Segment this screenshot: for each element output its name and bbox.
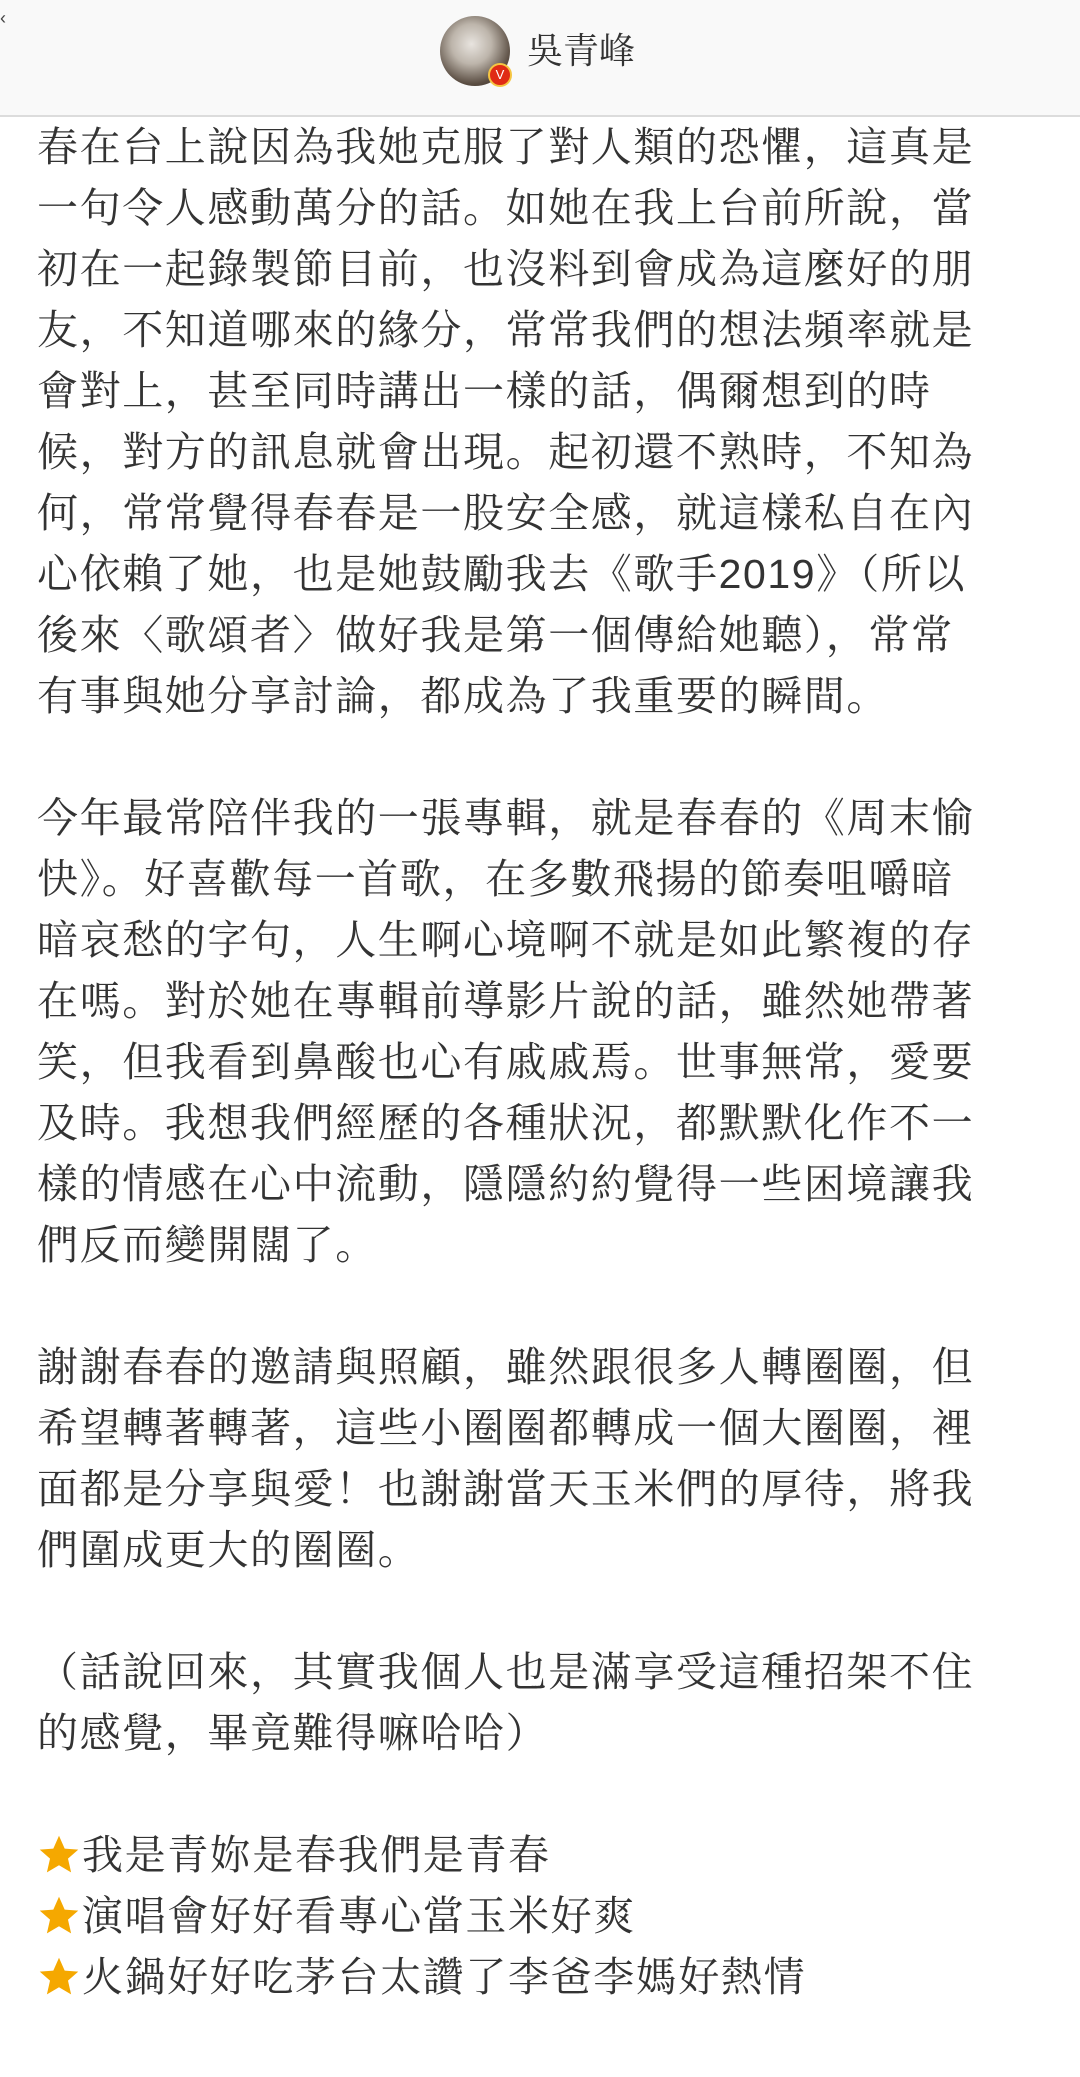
paragraph-line: （話說回來，其實我個人也是滿享受這種招架不住 [37, 1649, 975, 1695]
blank-line [37, 1276, 1077, 1337]
paragraph-line: 樣的情感在心中流動，隱隱約約覺得一些困境讓我 [37, 1161, 975, 1207]
star-item-text: 我是青妳是春我們是青春 [82, 1832, 551, 1878]
paragraph-line: 後來〈歌頌者〉做好我是第一個傳給她聽），常常 [37, 612, 954, 658]
post-header [0, 0, 1080, 117]
paragraph-line: 一句令人感動萬分的話。如她在我上台前所說，當 [37, 185, 975, 231]
paragraph-line: 在嗎。對於她在專輯前導影片說的話，雖然她帶著 [37, 978, 975, 1024]
paragraph-line: 們圍成更大的圈圈。 [37, 1527, 421, 1573]
paragraph-line: 友，不知道哪來的緣分，常常我們的想法頻率就是 [37, 307, 975, 353]
paragraph-line: 們反而變開闊了。 [37, 1222, 378, 1268]
star-icon [37, 1955, 81, 1999]
paragraph-line: 面都是分享與愛！也謝謝當天玉米們的厚待，將我 [37, 1466, 975, 1512]
paragraph-line: 有事與她分享討論，都成為了我重要的瞬間。 [37, 673, 889, 719]
paragraph-line: 暗哀愁的字句，人生啊心境啊不就是如此繁複的存 [37, 917, 975, 963]
paragraph-line: 候，對方的訊息就會出現。起初還不熟時，不知為 [37, 429, 975, 475]
blank-line [37, 1581, 1077, 1642]
paragraph-line: 及時。我想我們經歷的各種狀況，都默默化作不一 [37, 1100, 975, 1146]
star-item-text: 演唱會好好看專心當玉米好爽 [82, 1893, 636, 1939]
blank-line [37, 727, 1077, 788]
paragraph-line: 的感覺，畢竟難得嘛哈哈） [37, 1710, 549, 1756]
paragraph-line: 會對上，甚至同時講出一樣的話，偶爾想到的時 [37, 368, 932, 414]
star-list-item [37, 1947, 1077, 2008]
star-list-item [37, 1886, 1077, 1947]
paragraph-line: 何，常常覺得春春是一股安全感，就這樣私自在內 [37, 490, 975, 536]
star-item-text: 火鍋好好吃茅台太讚了李爸李媽好熱情 [82, 1954, 807, 2000]
back-icon[interactable]: ‹ [0, 8, 6, 28]
star-list-item [37, 1825, 1077, 1886]
author-name[interactable]: 吳青峰 [527, 30, 636, 71]
paragraph-line: 笑，但我看到鼻酸也心有戚戚焉。世事無常，愛要 [37, 1039, 975, 1085]
paragraph-line: 春在台上說因為我她克服了對人類的恐懼，這真是 [37, 124, 975, 170]
paragraph-line: 謝謝春春的邀請與照顧，雖然跟很多人轉圈圈，但 [37, 1344, 975, 1390]
paragraph-line: 希望轉著轉著，這些小圈圈都轉成一個大圈圈，裡 [37, 1405, 975, 1451]
star-icon [37, 1833, 81, 1877]
post-body [37, 117, 1077, 2008]
verified-badge-icon: V [488, 63, 512, 87]
star-icon [37, 1894, 81, 1938]
blank-line [37, 1764, 1077, 1825]
paragraph-line: 初在一起錄製節目前，也沒料到會成為這麼好的朋 [37, 246, 975, 292]
paragraph-line: 快》。好喜歡每一首歌，在多數飛揚的節奏咀嚼暗 [37, 856, 954, 902]
paragraph-line: 心依賴了她，也是她鼓勵我去《歌手2019》（所以 [37, 551, 967, 597]
paragraph-line: 今年最常陪伴我的一張專輯，就是春春的《周末愉 [37, 795, 975, 841]
